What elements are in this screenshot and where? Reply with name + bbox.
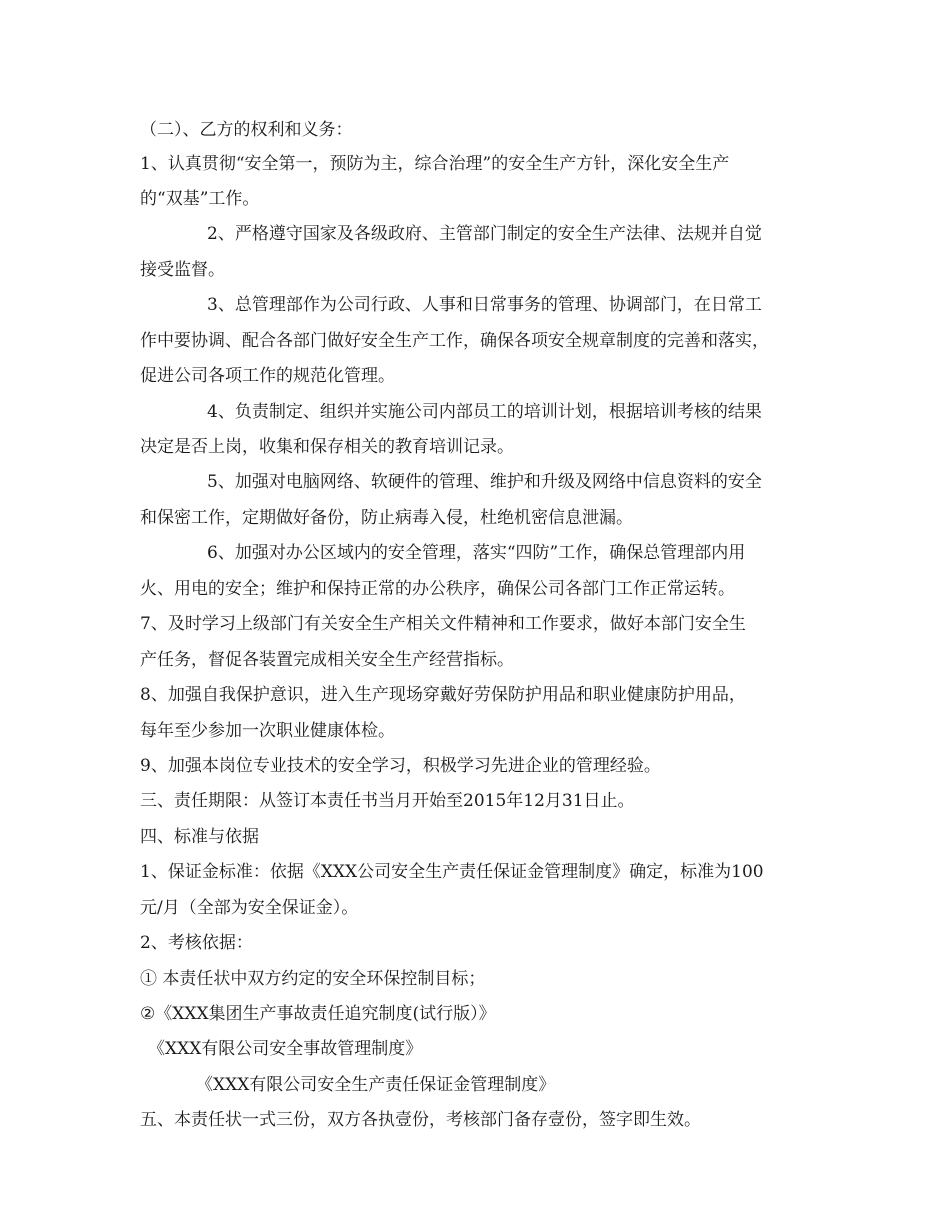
item-3-line-1: 3、总管理部作为公司行政、人事和日常事务的管理、协调部门，在日常工 (207, 295, 762, 315)
item-1-line-1: 1、认真贯彻“安全第一，预防为主，综合治理”的安全生产方针，深化安全生产 (140, 154, 730, 174)
section-two-heading: （二）、乙方的权利和义务： (140, 120, 353, 140)
item-7-line-2: 产任务，督促各装置完成相关安全生产经营指标。 (140, 650, 514, 670)
section-five: 五、本责任状一式三份，双方各执壹份，考核部门备存壹份，签字即生效。 (140, 1110, 701, 1130)
basis-item-3: 《XXX有限公司安全事故管理制度》 (148, 1039, 423, 1059)
item-6-line-1: 6、加强对办公区域内的安全管理，落实“四防”工作，确保总管理部内用 (207, 543, 746, 563)
item-8-line-1: 8、加强自我保护意识，进入生产现场穿戴好劳保防护用品和职业健康防护用品， (140, 685, 746, 705)
item-3-line-2: 作中要协调、配合各部门做好安全生产工作，确保各项安全规章制度的完善和落实， (140, 331, 769, 351)
basis-item-2: ②《XXX集团生产事故责任追究制度(试行版）》 (140, 1004, 496, 1024)
item-2-line-2: 接受监督。 (140, 260, 225, 280)
item-9-line-1: 9、加强本岗位专业技术的安全学习，积极学习先进企业的管理经验。 (140, 756, 661, 776)
basis-item-1: ① 本责任状中双方约定的安全环保控制目标； (140, 969, 486, 989)
item-4-line-1: 4、负责制定、组织并实施公司内部员工的培训计划，根据培训考核的结果 (207, 402, 762, 422)
item-1-line-2: 的“双基”工作。 (140, 189, 260, 209)
item-5-line-1: 5、加强对电脑网络、软硬件的管理、维护和升级及网络中信息资料的安全 (207, 472, 762, 492)
item-2-line-1: 2、严格遵守国家及各级政府、主管部门制定的安全生产法律、法规并自觉 (207, 224, 762, 244)
section-three: 三、责任期限：从签订本责任书当月开始至2015年12月31日止。 (140, 791, 635, 811)
item-4-line-2: 决定是否上岗，收集和保存相关的教育培训记录。 (140, 437, 514, 457)
item-6-line-2: 火、用电的安全；维护和保持正常的办公秩序，确保公司各部门工作正常运转。 (140, 579, 735, 599)
item-8-line-2: 每年至少参加一次职业健康体检。 (140, 721, 395, 741)
deposit-line-1: 1、保证金标准：依据《XXX公司安全生产责任保证金管理制度》确定，标准为100 (140, 862, 764, 882)
basis-heading: 2、考核依据： (140, 933, 253, 953)
basis-item-4: 《XXX有限公司安全生产责任保证金管理制度》 (196, 1075, 556, 1095)
section-four-heading: 四、标准与依据 (140, 827, 259, 847)
item-3-line-3: 促进公司各项工作的规范化管理。 (140, 366, 395, 386)
deposit-line-2: 元/月（全部为安全保证金）。 (140, 898, 359, 918)
item-5-line-2: 和保密工作，定期做好备份，防止病毒入侵，杜绝机密信息泄漏。 (140, 508, 633, 528)
item-7-line-1: 7、及时学习上级部门有关安全生产相关文件精神和工作要求，做好本部门安全生 (140, 614, 746, 634)
